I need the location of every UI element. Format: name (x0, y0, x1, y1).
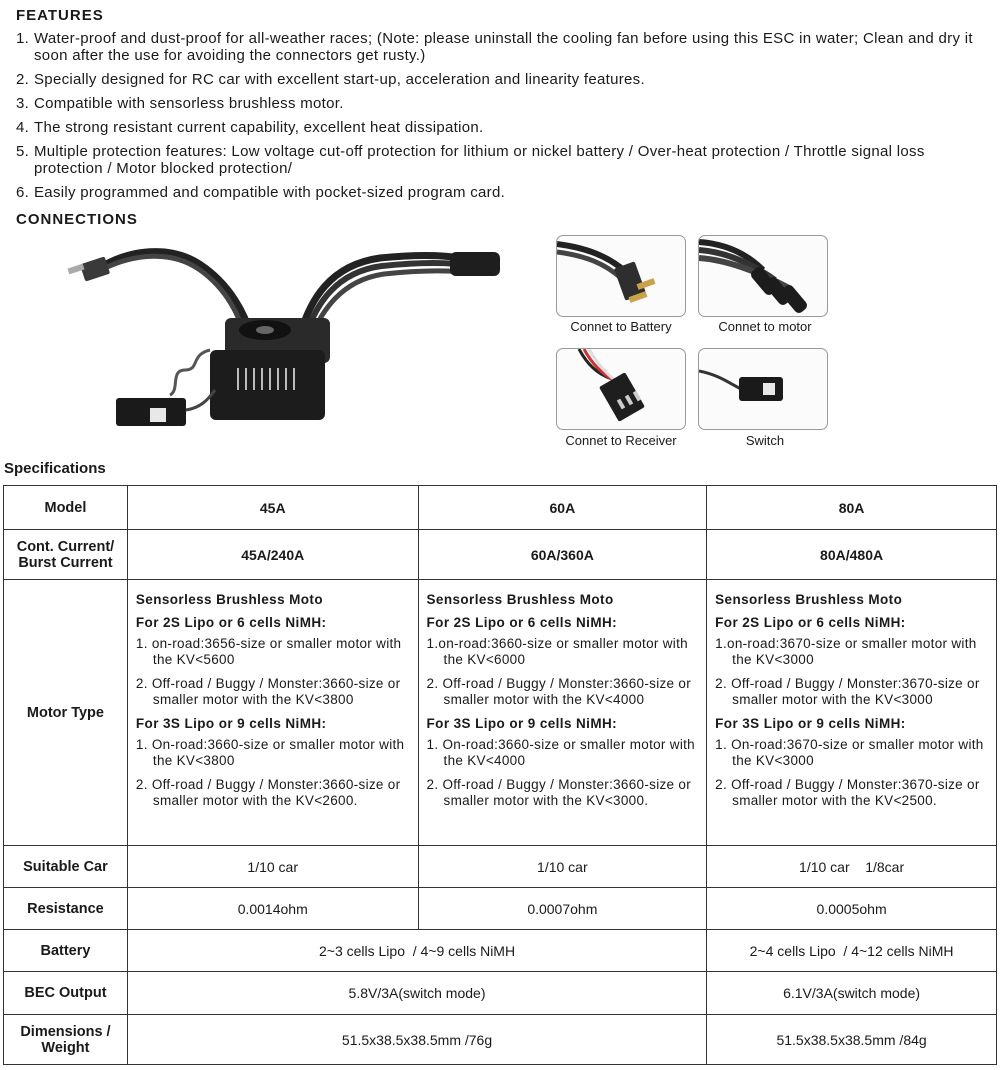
feature-number: 5. (16, 143, 30, 160)
cell-motor-type-45 (127, 580, 418, 846)
cell-car-60: 1/10 car (418, 846, 707, 888)
cell-dimensions-80: 51.5x38.5x38.5mm /84g (707, 1015, 997, 1065)
feature-item-3 (16, 95, 986, 112)
row-header-suitable-car: Suitable Car (4, 846, 128, 888)
cell-current-80: 80A/480A (707, 530, 997, 580)
feature-text: Multiple protection features: Low voltage cut-off protection for lithium or nickel battery / Over-heat protection / Throttle signal loss protection / Motor blocked protection/ (34, 143, 925, 177)
cell-resistance-45: 0.0014ohm (127, 888, 418, 930)
cell-bec-45-60: 5.8V/3A(switch mode) (127, 972, 706, 1015)
table-row-suitable-car (4, 846, 997, 888)
feature-text: Compatible with sensorless brushless motor. (34, 95, 344, 112)
row-header-model: Model (4, 486, 128, 530)
feature-item-4 (16, 119, 986, 136)
row-header-dimensions-line-1: Dimensions / (20, 1023, 111, 1040)
table-row-model (4, 486, 997, 530)
cell-model-60: 60A (418, 486, 707, 530)
cell-car-45: 1/10 car (127, 846, 418, 888)
specifications-table (3, 485, 997, 1065)
features-heading: FEATURES (16, 7, 104, 24)
switch-image (698, 348, 828, 430)
cell-motor-type-80 (707, 580, 997, 846)
cell-dimensions-45-60: 51.5x38.5x38.5mm /76g (127, 1015, 706, 1065)
row-header-current (4, 530, 128, 580)
feature-number: 4. (16, 119, 30, 136)
table-row-resistance (4, 888, 997, 930)
feature-text: Easily programmed and compatible with pocket-sized program card. (34, 184, 506, 201)
motor-type-item: 1.on-road:3660-size or smaller motor with the KV<6000 (426, 636, 688, 667)
row-header-current-line-1: Cont. Current/ (16, 538, 115, 555)
motor-type-item: 1. On-road:3660-size or smaller motor with the KV<4000 (426, 737, 695, 768)
motor-type-heading: Sensorless Brushless Moto (426, 592, 614, 607)
table-row-motor-type (4, 580, 997, 846)
row-header-resistance: Resistance (4, 888, 128, 930)
motor-connector-image (698, 235, 828, 317)
row-header-bec-output: BEC Output (4, 972, 128, 1015)
motor-type-3s-heading: For 3S Lipo or 9 cells NiMH: (135, 716, 327, 731)
feature-number: 1. (16, 30, 30, 47)
cell-model-45: 45A (127, 486, 418, 530)
motor-type-item: 2. Off-road / Buggy / Monster:3660-size or smaller motor with the KV<3800 (135, 676, 401, 707)
motor-type-item: 1. On-road:3670-size or smaller motor with the KV<3000 (715, 737, 984, 768)
motor-type-item: 2. Off-road / Buggy / Monster:3670-size or smaller motor with the KV<3000 (715, 676, 980, 707)
switch-label: Switch (745, 433, 785, 448)
motor-type-item: 1.on-road:3670-size or smaller motor with the KV<3000 (715, 636, 977, 667)
motor-type-heading: Sensorless Brushless Moto (135, 592, 323, 607)
feature-item-6 (16, 184, 986, 201)
row-header-motor-type: Motor Type (4, 580, 128, 846)
motor-type-item: 2. Off-road / Buggy / Monster:3660-size or smaller motor with the KV<3000. (426, 777, 692, 808)
feature-number: 2. (16, 71, 30, 88)
cell-battery-80: 2~4 cells Lipo / 4~12 cells NiMH (707, 930, 997, 972)
cell-resistance-80: 0.0005ohm (707, 888, 997, 930)
motor-type-item: 1. on-road:3656-size or smaller motor with the KV<5600 (135, 636, 402, 667)
cell-bec-80: 6.1V/3A(switch mode) (707, 972, 997, 1015)
row-header-dimensions (4, 1015, 128, 1065)
feature-item-1 (16, 30, 986, 64)
motor-type-3s-heading: For 3S Lipo or 9 cells NiMH: (715, 716, 906, 731)
specifications-heading: Specifications (4, 460, 106, 477)
motor-type-2s-heading: For 2S Lipo or 6 cells NiMH: (135, 615, 327, 630)
row-header-battery: Battery (4, 930, 128, 972)
receiver-connector-label: Connet to Receiver (565, 433, 677, 448)
feature-number: 6. (16, 184, 30, 201)
feature-number: 3. (16, 95, 30, 112)
row-header-dimensions-line-2: Weight (41, 1039, 90, 1056)
row-header-current-line-2: Burst Current (18, 554, 113, 571)
motor-type-item: 2. Off-road / Buggy / Monster:3660-size or smaller motor with the KV<2600. (135, 777, 401, 808)
motor-type-2s-heading: For 2S Lipo or 6 cells NiMH: (426, 615, 618, 630)
esc-product-image (60, 240, 520, 440)
motor-type-item: 2. Off-road / Buggy / Monster:3660-size or smaller motor with the KV<4000 (426, 676, 692, 707)
cell-battery-45-60: 2~3 cells Lipo / 4~9 cells NiMH (127, 930, 706, 972)
feature-text: Specially designed for RC car with excellent start-up, acceleration and linearity features. (34, 71, 645, 88)
table-row-bec-output (4, 972, 997, 1015)
feature-item-5 (16, 143, 986, 177)
motor-type-3s-heading: For 3S Lipo or 9 cells NiMH: (426, 716, 618, 731)
motor-type-item: 2. Off-road / Buggy / Monster:3670-size or smaller motor with the KV<2500. (715, 777, 980, 808)
features-list (16, 30, 986, 208)
motor-type-heading: Sensorless Brushless Moto (715, 592, 903, 607)
motor-type-item: 1. On-road:3660-size or smaller motor with the KV<3800 (135, 737, 405, 768)
battery-connector-label: Connet to Battery (570, 319, 672, 334)
cell-model-80: 80A (707, 486, 997, 530)
feature-text: The strong resistant current capability, excellent heat dissipation. (34, 119, 484, 136)
cell-resistance-60: 0.0007ohm (418, 888, 707, 930)
feature-text: Water-proof and dust-proof for all-weather races; (Note: please uninstall the cooling fan before using this ESC in water; Clean and dry it soon after the use for avoiding the connectors get rusty.) (34, 30, 973, 64)
cell-current-60: 60A/360A (418, 530, 707, 580)
cell-car-80: 1/10 car 1/8car (707, 846, 997, 888)
table-row-dimensions (4, 1015, 997, 1065)
receiver-connector-image (556, 348, 686, 430)
cell-current-45: 45A/240A (127, 530, 418, 580)
battery-connector-image (556, 235, 686, 317)
table-row-battery (4, 930, 997, 972)
motor-type-2s-heading: For 2S Lipo or 6 cells NiMH: (715, 615, 906, 630)
table-row-current (4, 530, 997, 580)
motor-connector-label: Connet to motor (718, 319, 812, 334)
connections-heading: CONNECTIONS (16, 211, 138, 228)
cell-motor-type-60 (418, 580, 707, 846)
feature-item-2 (16, 71, 986, 88)
